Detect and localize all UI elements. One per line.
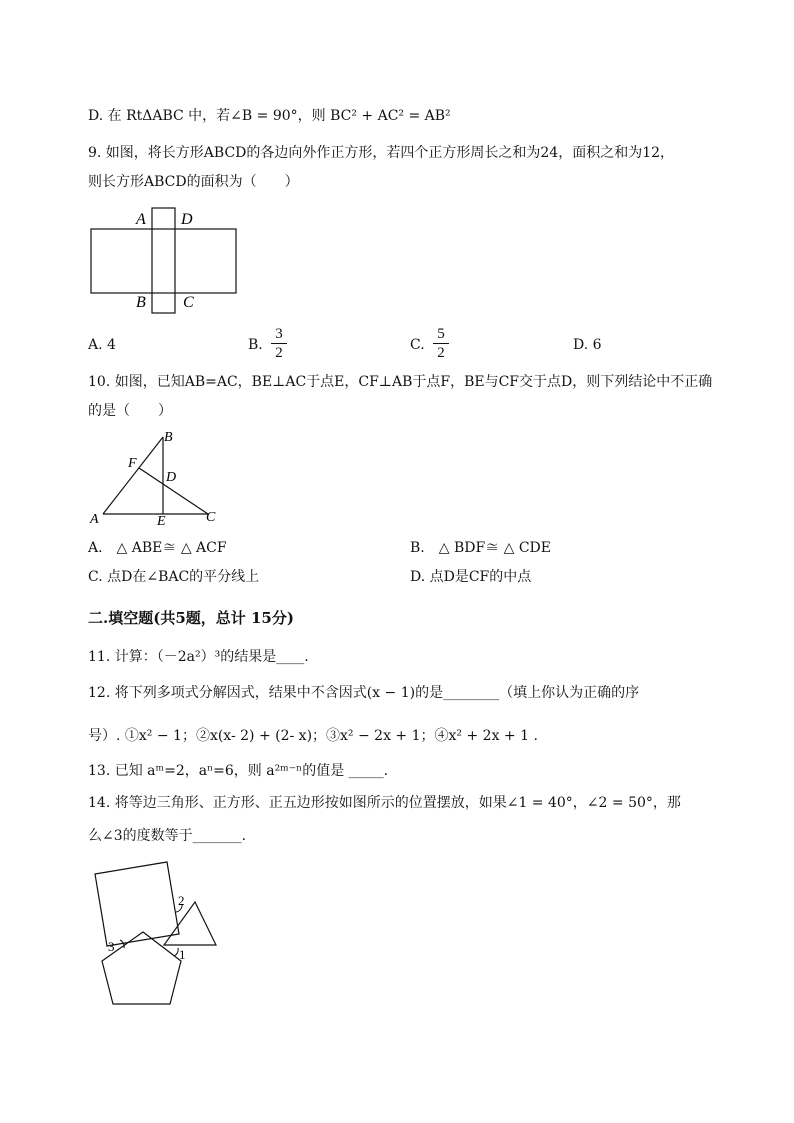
q10-label-c: C [206,510,216,525]
q10-option-b: B. △ BDF≅ △ CDE [410,540,552,556]
q8-option-d: D. 在 RtΔABC 中，若∠B = 90°，则 BC² + AC² = AB² [88,108,451,124]
q12-stem-line1: 12. 将下列多项式分解因式，结果中不含因式(x − 1)的是________（填上你认为正确的序 [88,685,640,701]
q9-option-b-prefix: B. [248,337,263,353]
q9-option-b-fraction [271,326,287,361]
q9-option-a: A. 4 [88,337,116,353]
q10-option-d: D. 点D是CF的中点 [410,569,532,585]
q9-label-b: B [136,294,146,311]
q10-stem-line2: 的是（ ） [88,403,172,419]
q9-label-a: A [136,211,146,228]
q9-label-d: D [181,211,193,228]
q10-label-d: D [166,470,177,485]
q14-stem-line1: 14. 将等边三角形、正方形、正五边形按如图所示的位置摆放，如果∠1 = 40°，∠2 = 50°，那 [88,795,681,811]
q9-label-c: C [183,294,194,311]
q14-label-3: 3 [108,939,115,954]
q9-option-c-denominator: 2 [437,345,445,361]
q10-label-b: B [164,430,173,445]
q14-stem-line2: 么∠3的度数等于_______. [88,828,247,844]
q10-stem-line1: 10. 如图，已知AB=AC，BE⊥AC于点E，CF⊥AB于点F，BE与CF交于点D，则下列结论中不正确 [88,374,713,390]
q10-option-c: C. 点D在∠BAC的平分线上 [88,569,260,585]
section-2-title: 二.填空题(共5题，总计 15分) [88,609,294,627]
q9-rectangle-figure [88,205,240,317]
q9-option-c-fraction [433,326,449,361]
q14-label-2: 2 [178,893,185,908]
q10-triangle-figure [88,428,228,528]
q9-option-b-denominator: 2 [275,345,283,361]
q14-triangle [164,902,216,945]
q10-label-e: E [157,514,166,529]
q9-option-b-numerator: 3 [275,326,283,342]
q14-label-1: 1 [179,947,186,962]
q11-text: 11. 计算：（－2a²）³的结果是____. [88,649,309,665]
q12-stem-line2: 号）. ①x² − 1；②x(x- 2) + (2- x)；③x² − 2x + 1；④x² + 2x + 1 . [88,728,538,744]
q9-option-d: D. 6 [573,337,602,353]
q9-option-c-prefix: C. [410,337,425,353]
q14-shapes-figure [90,860,225,1010]
q9-stem-line1: 9. 如图，将长方形ABCD的各边向外作正方形，若四个正方形周长之和为24，面积之和为12， [88,145,675,161]
q10-label-a: A [90,512,99,527]
q10-option-a: A. △ ABE≅ △ ACF [88,540,227,556]
q10-label-f: F [128,456,137,471]
q9-stem-line2: 则长方形ABCD的面积为（ ） [88,174,299,190]
q14-square [95,862,179,946]
q9-option-c-numerator: 5 [437,326,445,342]
q13-text: 13. 已知 aᵐ=2，aⁿ=6，则 a²ᵐ⁻ⁿ的值是 _____. [88,763,389,779]
